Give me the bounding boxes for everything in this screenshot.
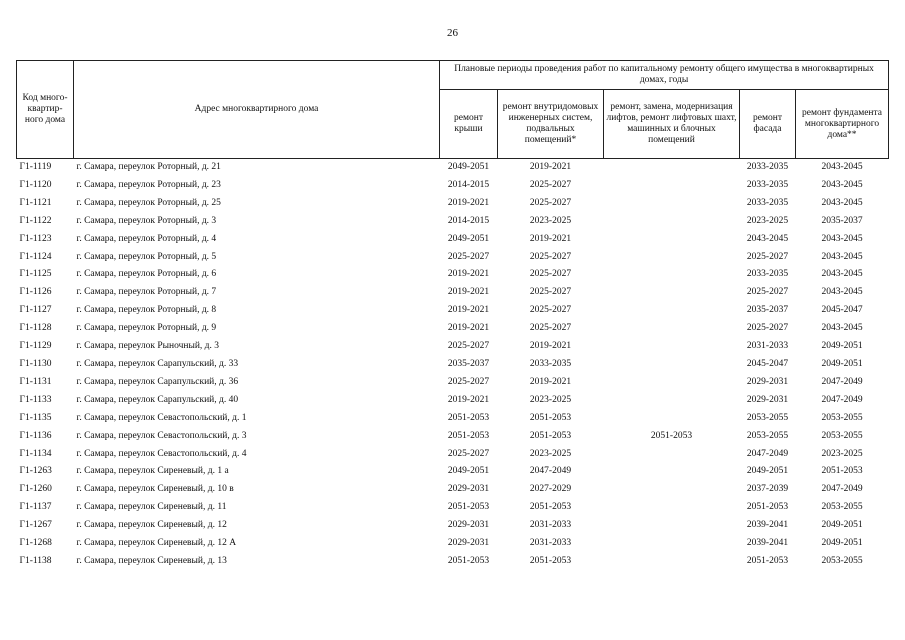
cell-address: г. Самара, переулок Роторный, д. 4 (76, 233, 217, 244)
cell-address: г. Самара, переулок Сиреневый, д. 10 в (76, 484, 234, 495)
cell-systems: 2025-2027 (529, 287, 572, 298)
cell-facade: 2053-2055 (746, 412, 789, 423)
table-row (17, 302, 889, 320)
cell-lifts (604, 517, 740, 535)
cell-address: г. Самара, переулок Рыночный, д. 3 (76, 341, 220, 352)
cell-foundation: 2049-2051 (821, 538, 863, 549)
cell-foundation: 2023-2025 (821, 448, 863, 459)
cell-foundation: 2043-2045 (821, 287, 863, 298)
table-row (17, 446, 889, 464)
table-row (17, 517, 889, 535)
cell-roof: 2051-2053 (447, 430, 490, 441)
cell-address: г. Самара, переулок Роторный, д. 9 (76, 323, 217, 334)
cell-facade: 2029-2031 (746, 394, 789, 405)
cell-address: г. Самара, переулок Сарапульский, д. 33 (76, 358, 239, 369)
cell-code: Г1-1127 (19, 305, 52, 316)
cell-systems: 2023-2025 (529, 215, 572, 226)
cell-lifts (604, 481, 740, 499)
cell-facade: 2033-2035 (746, 162, 789, 172)
cell-facade: 2025-2027 (746, 287, 789, 298)
cell-address: г. Самара, переулок Сарапульский, д. 36 (76, 376, 239, 387)
cell-address: г. Самара, переулок Сиреневый, д. 12 (76, 520, 227, 531)
table-row (17, 249, 889, 267)
cell-roof: 2014-2015 (447, 179, 490, 190)
cell-lifts (604, 195, 740, 213)
cell-code: Г1-1131 (19, 376, 52, 387)
cell-facade: 2039-2041 (746, 520, 789, 531)
cell-roof: 2019-2021 (447, 197, 490, 208)
table-row (17, 231, 889, 249)
cell-code: Г1-1125 (19, 269, 52, 280)
cell-systems: 2031-2033 (529, 538, 572, 549)
cell-roof: 2019-2021 (447, 323, 490, 334)
cell-systems: 2025-2027 (529, 179, 572, 190)
cell-systems: 2019-2021 (529, 233, 572, 244)
cell-systems: 2019-2021 (529, 341, 572, 352)
cell-facade: 2047-2049 (746, 448, 789, 459)
cell-lifts: 2051-2053 (650, 430, 693, 441)
cell-lifts (604, 410, 740, 428)
cell-roof: 2029-2031 (447, 538, 490, 549)
table-body (17, 159, 889, 571)
cell-address: г. Самара, переулок Севастопольский, д. 4 (76, 448, 247, 459)
cell-code: Г1-1124 (19, 251, 52, 262)
cell-address: г. Самара, переулок Роторный, д. 6 (76, 269, 217, 280)
table-row (17, 177, 889, 195)
cell-lifts (604, 374, 740, 392)
cell-roof: 2035-2037 (447, 358, 490, 369)
cell-code: Г1-1120 (19, 179, 52, 190)
cell-address: г. Самара, переулок Роторный, д. 25 (76, 197, 221, 208)
cell-foundation: 2035-2037 (821, 215, 863, 226)
cell-systems: 2047-2049 (529, 466, 572, 477)
table-row (17, 481, 889, 499)
cell-roof: 2029-2031 (447, 484, 490, 495)
cell-facade: 2051-2053 (746, 502, 789, 513)
cell-lifts (604, 392, 740, 410)
cell-systems: 2025-2027 (529, 323, 572, 334)
cell-code: Г1-1119 (19, 162, 52, 172)
cell-systems: 2025-2027 (529, 269, 572, 280)
table-row (17, 410, 889, 428)
header-foundation: ремонт фундамента многоквартирного дома** (796, 90, 889, 159)
cell-code: Г1-1129 (19, 341, 52, 352)
cell-lifts (604, 338, 740, 356)
cell-address: г. Самара, переулок Сиреневый, д. 1 а (76, 466, 229, 477)
cell-lifts (604, 535, 740, 553)
table-row (17, 535, 889, 553)
header-roof: ремонт крыши (440, 90, 498, 159)
cell-lifts (604, 553, 740, 571)
cell-lifts (604, 302, 740, 320)
cell-facade: 2049-2051 (746, 466, 789, 477)
table-row (17, 338, 889, 356)
table-row (17, 320, 889, 338)
cell-lifts (604, 499, 740, 517)
cell-code: Г1-1268 (19, 538, 52, 549)
cell-lifts (604, 249, 740, 267)
cell-facade: 2035-2037 (746, 305, 789, 316)
cell-roof: 2025-2027 (447, 341, 490, 352)
cell-facade: 2037-2039 (746, 484, 789, 495)
cell-facade: 2033-2035 (746, 197, 789, 208)
cell-lifts (604, 266, 740, 284)
cell-code: Г1-1134 (19, 448, 52, 459)
cell-roof: 2019-2021 (447, 269, 490, 280)
cell-code: Г1-1130 (19, 358, 52, 369)
cell-systems: 2051-2053 (529, 430, 572, 441)
header-facade: ремонт фасада (740, 90, 796, 159)
cell-facade: 2039-2041 (746, 538, 789, 549)
table-row (17, 428, 889, 446)
cell-systems: 2031-2033 (529, 520, 572, 531)
cell-facade: 2045-2047 (746, 358, 789, 369)
table-row (17, 195, 889, 213)
table-row (17, 392, 889, 410)
cell-address: г. Самара, переулок Севастопольский, д. 3 (76, 430, 247, 441)
cell-code: Г1-1133 (19, 394, 52, 405)
cell-address: г. Самара, переулок Роторный, д. 21 (76, 162, 221, 172)
cell-lifts (604, 320, 740, 338)
cell-code: Г1-1138 (19, 555, 52, 566)
table-row (17, 356, 889, 374)
cell-facade: 2025-2027 (746, 323, 789, 334)
cell-systems: 2051-2053 (529, 502, 572, 513)
table-row (17, 553, 889, 571)
cell-systems: 2025-2027 (529, 305, 572, 316)
cell-foundation: 2049-2051 (821, 358, 863, 369)
cell-code: Г1-1123 (19, 233, 52, 244)
cell-lifts (604, 446, 740, 464)
cell-code: Г1-1267 (19, 520, 52, 531)
table-row (17, 284, 889, 302)
cell-address: г. Самара, переулок Роторный, д. 3 (76, 215, 217, 226)
cell-facade: 2033-2035 (746, 179, 789, 190)
cell-code: Г1-1136 (19, 430, 52, 441)
cell-foundation: 2043-2045 (821, 269, 863, 280)
cell-systems: 2023-2025 (529, 448, 572, 459)
cell-roof: 2051-2053 (447, 555, 490, 566)
cell-code: Г1-1135 (19, 412, 52, 423)
cell-lifts (604, 213, 740, 231)
cell-systems: 2051-2053 (529, 412, 572, 423)
cell-code: Г1-1128 (19, 323, 52, 334)
cell-foundation: 2049-2051 (821, 520, 863, 531)
cell-address: г. Самара, переулок Роторный, д. 5 (76, 251, 217, 262)
cell-address: г. Самара, переулок Сиреневый, д. 11 (76, 502, 227, 513)
cell-facade: 2033-2035 (746, 269, 789, 280)
cell-address: г. Самара, переулок Роторный, д. 7 (76, 287, 217, 298)
cell-roof: 2051-2053 (447, 412, 490, 423)
cell-systems: 2025-2027 (529, 197, 572, 208)
cell-code: Г1-1260 (19, 484, 52, 495)
cell-facade: 2053-2055 (746, 430, 789, 441)
cell-address: г. Самара, переулок Севастопольский, д. 1 (76, 412, 247, 423)
cell-roof: 2049-2051 (447, 162, 490, 172)
cell-code: Г1-1122 (19, 215, 52, 226)
cell-roof: 2019-2021 (447, 394, 490, 405)
cell-systems: 2051-2053 (529, 555, 572, 566)
cell-foundation: 2043-2045 (821, 251, 863, 262)
cell-code: Г1-1126 (19, 287, 52, 298)
cell-foundation: 2045-2047 (821, 305, 863, 316)
table-row (17, 213, 889, 231)
cell-roof: 2019-2021 (447, 305, 490, 316)
cell-foundation: 2053-2055 (821, 412, 863, 423)
cell-systems: 2033-2035 (529, 358, 572, 369)
table-row (17, 463, 889, 481)
cell-roof: 2049-2051 (447, 466, 490, 477)
cell-foundation: 2043-2045 (821, 233, 863, 244)
header-address: Адрес многоквартирного дома (74, 61, 440, 159)
cell-roof: 2051-2053 (447, 502, 490, 513)
cell-facade: 2025-2027 (746, 251, 789, 262)
cell-systems: 2019-2021 (529, 162, 572, 172)
cell-lifts (604, 463, 740, 481)
capital-repair-table (16, 60, 889, 571)
cell-systems: 2025-2027 (529, 251, 572, 262)
cell-address: г. Самара, переулок Роторный, д. 8 (76, 305, 217, 316)
cell-code: Г1-1137 (19, 502, 52, 513)
cell-foundation: 2043-2045 (821, 197, 863, 208)
cell-lifts (604, 177, 740, 195)
cell-foundation: 2043-2045 (821, 323, 863, 334)
header-systems: ремонт внутридомовых инженерных систем, подвальных помещений* (498, 90, 604, 159)
cell-facade: 2023-2025 (746, 215, 789, 226)
cell-systems: 2019-2021 (529, 376, 572, 387)
table-row (17, 499, 889, 517)
cell-roof: 2025-2027 (447, 251, 490, 262)
cell-lifts (604, 284, 740, 302)
cell-foundation: 2043-2045 (821, 162, 863, 172)
header-code: Код много- квартир- ного дома (17, 61, 74, 159)
cell-address: г. Самара, переулок Сиреневый, д. 13 (76, 555, 227, 566)
cell-lifts (604, 231, 740, 249)
cell-facade: 2031-2033 (746, 341, 789, 352)
cell-code: Г1-1121 (19, 197, 52, 208)
table-row (17, 266, 889, 284)
table-header (17, 61, 889, 159)
cell-facade: 2029-2031 (746, 376, 789, 387)
cell-roof: 2025-2027 (447, 376, 490, 387)
cell-code: Г1-1263 (19, 466, 52, 477)
header-periods: Плановые периоды проведения работ по капитальному ремонту общего имущества в многоквартирных домах, годы (440, 61, 889, 90)
cell-foundation: 2053-2055 (821, 555, 863, 566)
cell-foundation: 2047-2049 (821, 484, 863, 495)
cell-foundation: 2043-2045 (821, 179, 863, 190)
cell-foundation: 2053-2055 (821, 502, 863, 513)
cell-address: г. Самара, переулок Сиреневый, д. 12 А (76, 538, 237, 549)
cell-foundation: 2049-2051 (821, 341, 863, 352)
cell-lifts (604, 159, 740, 177)
cell-foundation: 2047-2049 (821, 394, 863, 405)
cell-foundation: 2051-2053 (821, 466, 863, 477)
cell-roof: 2049-2051 (447, 233, 490, 244)
cell-foundation: 2053-2055 (821, 430, 863, 441)
cell-systems: 2027-2029 (529, 484, 572, 495)
cell-facade: 2043-2045 (746, 233, 789, 244)
cell-foundation: 2047-2049 (821, 376, 863, 387)
cell-roof: 2025-2027 (447, 448, 490, 459)
cell-address: г. Самара, переулок Сарапульский, д. 40 (76, 394, 239, 405)
cell-address: г. Самара, переулок Роторный, д. 23 (76, 179, 221, 190)
cell-systems: 2023-2025 (529, 394, 572, 405)
cell-roof: 2029-2031 (447, 520, 490, 531)
cell-facade: 2051-2053 (746, 555, 789, 566)
cell-roof: 2019-2021 (447, 287, 490, 298)
cell-roof: 2014-2015 (447, 215, 490, 226)
table-row (17, 374, 889, 392)
header-lifts: ремонт, замена, модернизация лифтов, ремонт лифтовых шахт, машинных и блочных помещений (604, 90, 740, 159)
cell-lifts (604, 356, 740, 374)
page-number: 26 (447, 27, 458, 39)
table-row (17, 159, 889, 177)
